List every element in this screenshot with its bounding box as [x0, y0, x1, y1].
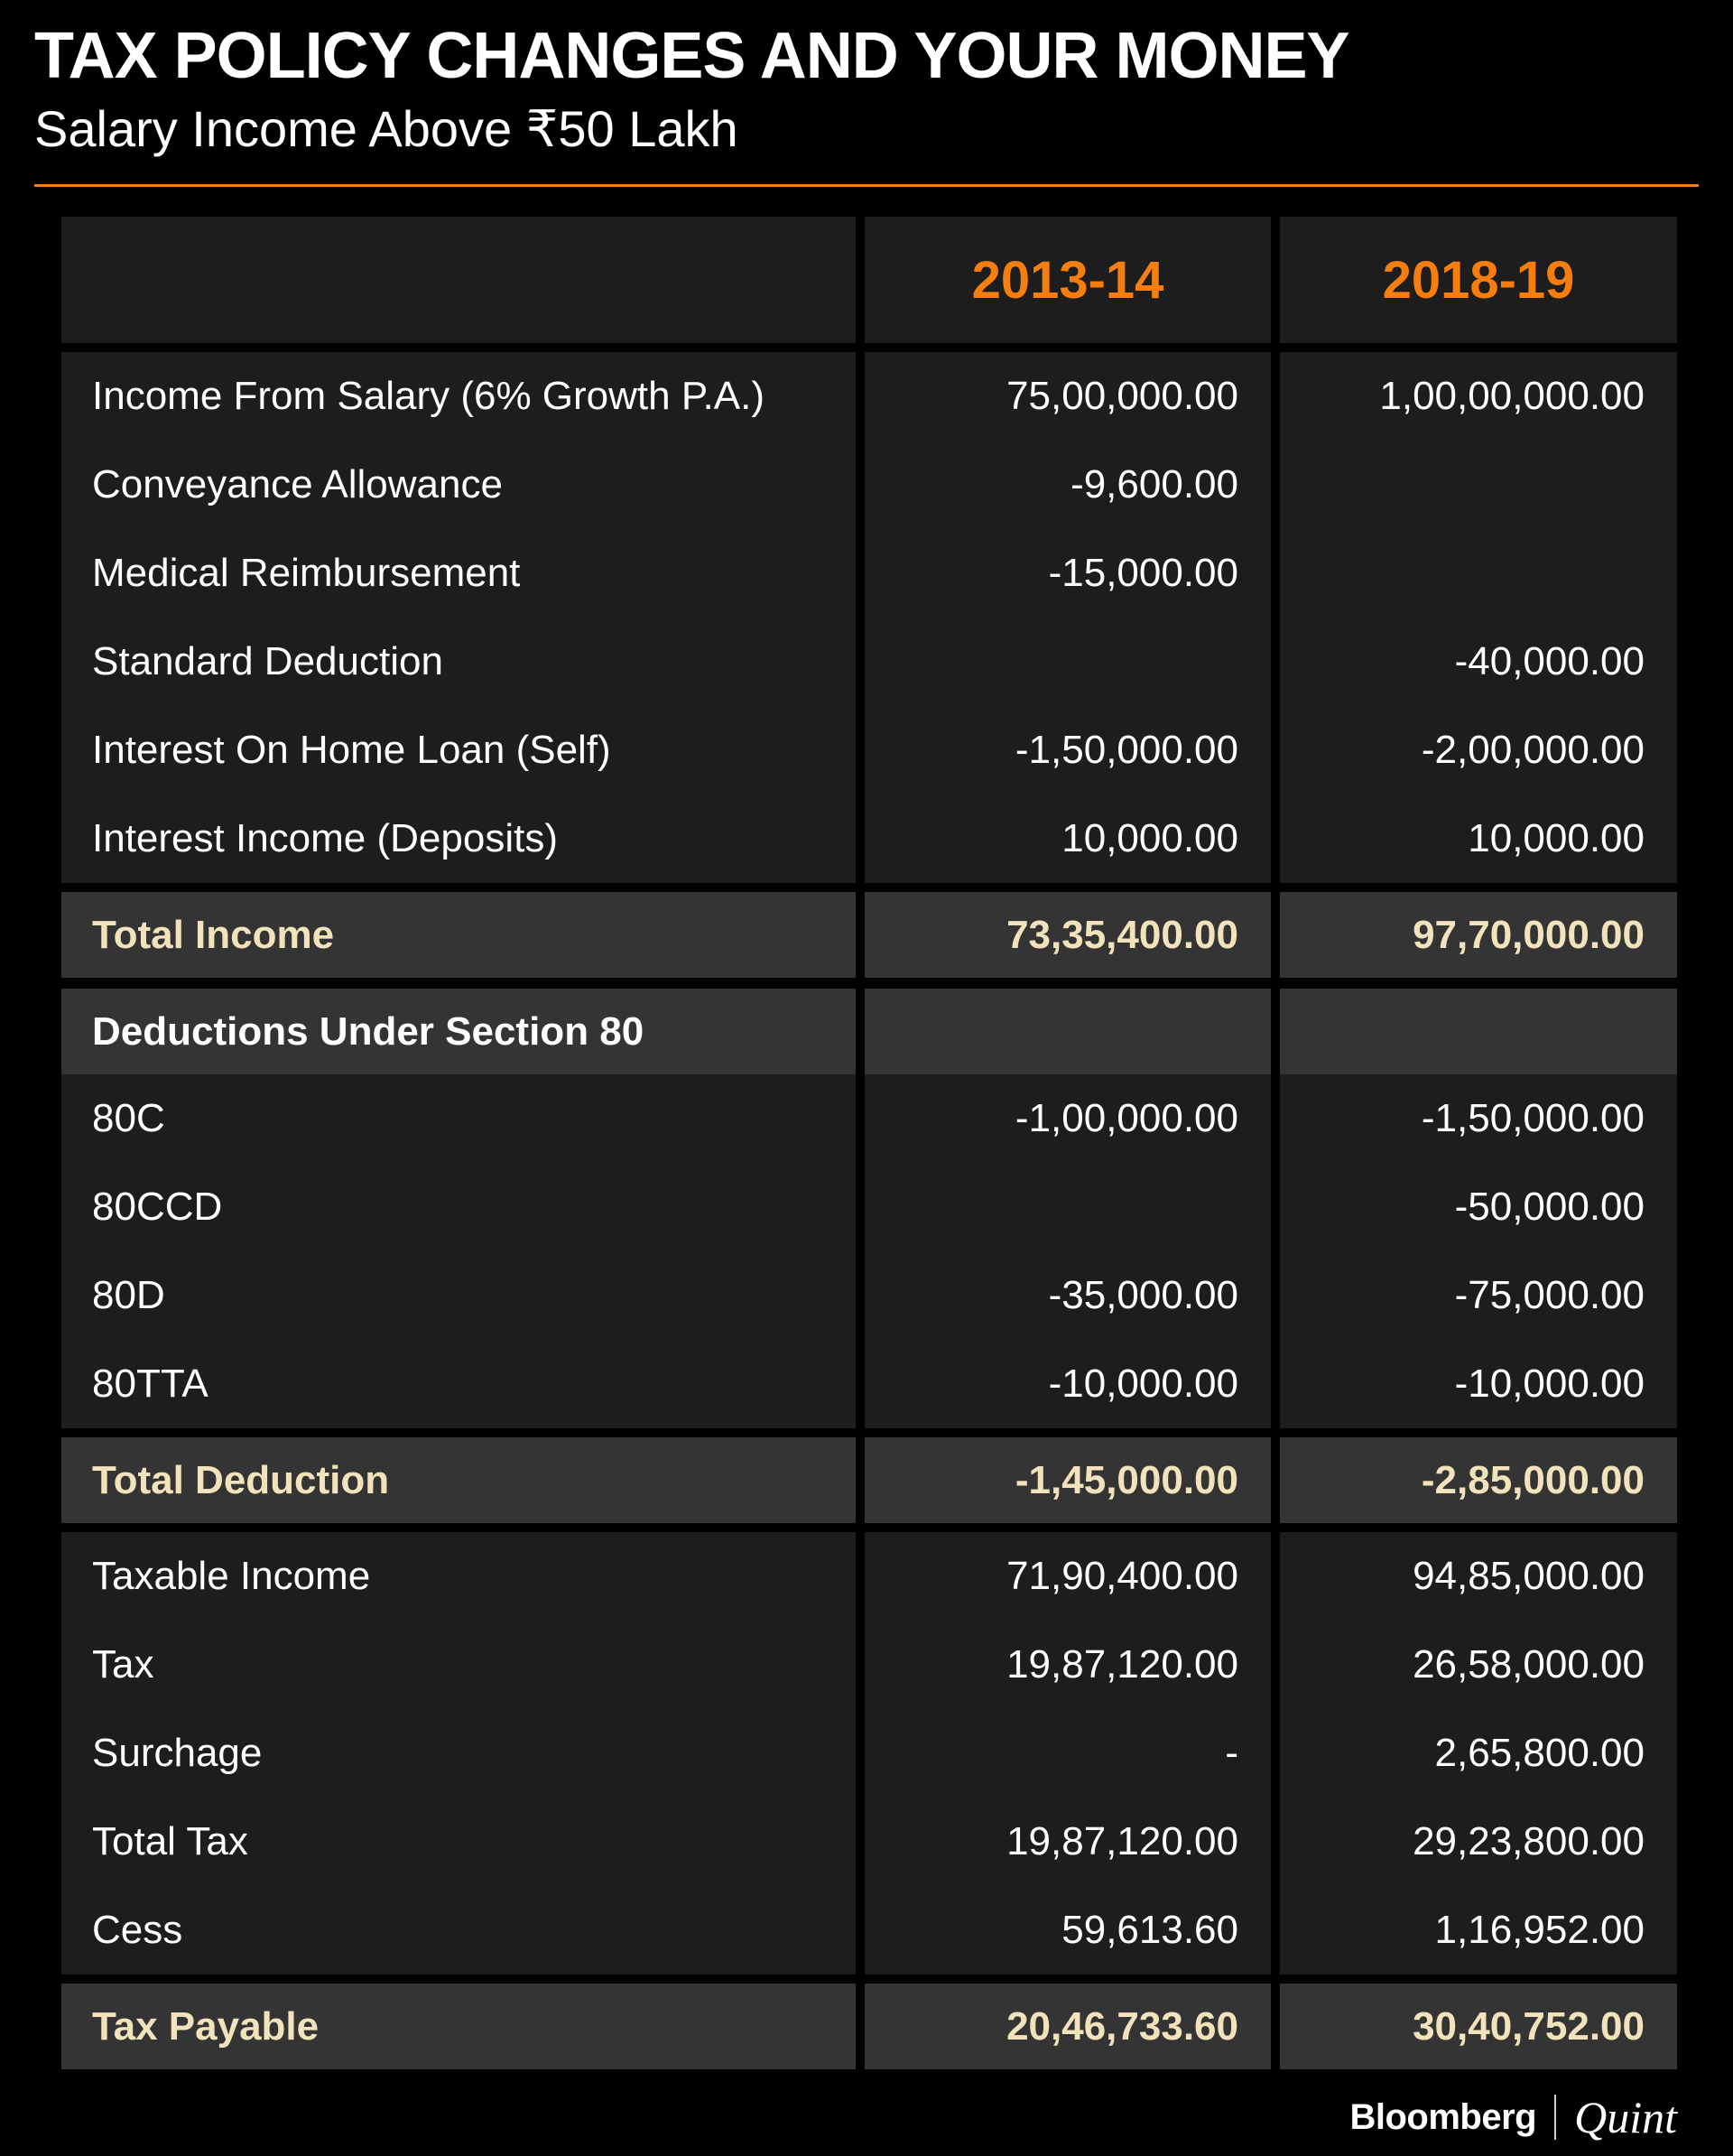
table-row-medical-reimbursement — [61, 529, 1677, 618]
row-value-2013-14: 10,000.00 — [865, 795, 1271, 883]
table-row-total-tax — [61, 1798, 1677, 1886]
row-label: 80CCD — [61, 1163, 856, 1251]
row-value-2013-14: -1,45,000.00 — [865, 1437, 1271, 1523]
row-label: 80D — [61, 1251, 856, 1340]
table-row-taxable-income — [61, 1532, 1677, 1621]
row-value-2013-14: 71,90,400.00 — [865, 1532, 1271, 1621]
row-value-2018-19: -75,000.00 — [1280, 1251, 1677, 1340]
row-value-2018-19: -50,000.00 — [1280, 1163, 1677, 1251]
row-value-2018-19 — [1280, 989, 1677, 1074]
row-label: Interest Income (Deposits) — [61, 795, 856, 883]
page-subtitle: Salary Income Above ₹50 Lakh — [34, 99, 738, 157]
tax-comparison-table — [61, 217, 1677, 2069]
row-label: Income From Salary (6% Growth P.A.) — [61, 352, 856, 441]
table-row-tax — [61, 1621, 1677, 1709]
header-spacer-cell — [61, 217, 856, 343]
row-label: Surchage — [61, 1709, 856, 1798]
table-row-tax-payable — [61, 1984, 1677, 2069]
row-value-2013-14: -15,000.00 — [865, 529, 1271, 618]
column-header-label: 2018-19 — [1382, 250, 1575, 310]
row-value-2018-19: -10,000.00 — [1280, 1340, 1677, 1428]
row-value-2018-19: 1,16,952.00 — [1280, 1886, 1677, 1975]
table-row-interest-on-home-loan — [61, 706, 1677, 795]
row-label: Interest On Home Loan (Self) — [61, 706, 856, 795]
row-value-2018-19: -40,000.00 — [1280, 618, 1677, 706]
row-value-2013-14: -10,000.00 — [865, 1340, 1271, 1428]
row-value-2013-14: -9,600.00 — [865, 441, 1271, 529]
row-label: Tax — [61, 1621, 856, 1709]
table-row-deductions-section-header — [61, 989, 1677, 1074]
row-value-2018-19: 29,23,800.00 — [1280, 1798, 1677, 1886]
row-value-2018-19: 94,85,000.00 — [1280, 1532, 1677, 1621]
row-value-2013-14: 75,00,000.00 — [865, 352, 1271, 441]
row-value-2018-19: -1,50,000.00 — [1280, 1074, 1677, 1163]
table-row-income-from-salary — [61, 352, 1677, 441]
row-label: Cess — [61, 1886, 856, 1975]
row-value-2013-14 — [865, 989, 1271, 1074]
table-row-80d — [61, 1251, 1677, 1340]
bloomberg-logo: Bloomberg — [1349, 2096, 1537, 2137]
table-header-row — [61, 217, 1677, 343]
section-header-label: Deductions Under Section 80 — [61, 989, 856, 1074]
row-label: Medical Reimbursement — [61, 529, 856, 618]
row-value-2018-19: -2,85,000.00 — [1280, 1437, 1677, 1523]
table-row-conveyance-allowance — [61, 441, 1677, 529]
row-label: Conveyance Allowance — [61, 441, 856, 529]
row-label: Total Deduction — [61, 1437, 856, 1523]
row-value-2018-19 — [1280, 529, 1677, 618]
column-header-2013-14 — [865, 217, 1271, 343]
row-label: Total Income — [61, 892, 856, 978]
row-value-2013-14: - — [865, 1709, 1271, 1798]
table-row-standard-deduction — [61, 618, 1677, 706]
table-row-80c — [61, 1074, 1677, 1163]
row-value-2013-14: 73,35,400.00 — [865, 892, 1271, 978]
title-underline — [34, 184, 1699, 187]
row-value-2018-19: 30,40,752.00 — [1280, 1984, 1677, 2069]
row-value-2013-14: 59,613.60 — [865, 1886, 1271, 1975]
row-value-2013-14 — [865, 1163, 1271, 1251]
row-value-2013-14: -35,000.00 — [865, 1251, 1271, 1340]
row-value-2013-14: -1,50,000.00 — [865, 706, 1271, 795]
row-value-2018-19: 26,58,000.00 — [1280, 1621, 1677, 1709]
row-label: Taxable Income — [61, 1532, 856, 1621]
table-row-80tta — [61, 1340, 1677, 1428]
table-row-cess — [61, 1886, 1677, 1975]
footer-divider — [1554, 2095, 1556, 2140]
row-value-2018-19: 10,000.00 — [1280, 795, 1677, 883]
page-title: TAX POLICY CHANGES AND YOUR MONEY — [34, 20, 1349, 92]
table-row-80ccd — [61, 1163, 1677, 1251]
row-value-2018-19: 1,00,00,000.00 — [1280, 352, 1677, 441]
footer-brand — [1349, 2091, 1677, 2143]
table-row-surchage — [61, 1709, 1677, 1798]
row-value-2013-14: 19,87,120.00 — [865, 1621, 1271, 1709]
row-label: 80C — [61, 1074, 856, 1163]
row-value-2013-14: 20,46,733.60 — [865, 1984, 1271, 2069]
row-value-2013-14: -1,00,000.00 — [865, 1074, 1271, 1163]
table-row-interest-income-deposits — [61, 795, 1677, 883]
row-label: Tax Payable — [61, 1984, 856, 2069]
header — [34, 22, 1699, 159]
column-header-label: 2013-14 — [971, 250, 1164, 310]
row-value-2013-14 — [865, 618, 1271, 706]
row-value-2018-19: 97,70,000.00 — [1280, 892, 1677, 978]
quint-logo: Quint — [1574, 2092, 1677, 2142]
table-row-total-income — [61, 892, 1677, 978]
row-label: 80TTA — [61, 1340, 856, 1428]
table-row-total-deduction — [61, 1437, 1677, 1523]
row-value-2018-19: -2,00,000.00 — [1280, 706, 1677, 795]
column-header-2018-19 — [1280, 217, 1677, 343]
row-value-2018-19 — [1280, 441, 1677, 529]
row-value-2018-19: 2,65,800.00 — [1280, 1709, 1677, 1798]
row-value-2013-14: 19,87,120.00 — [865, 1798, 1271, 1886]
row-label: Total Tax — [61, 1798, 856, 1886]
row-label: Standard Deduction — [61, 618, 856, 706]
